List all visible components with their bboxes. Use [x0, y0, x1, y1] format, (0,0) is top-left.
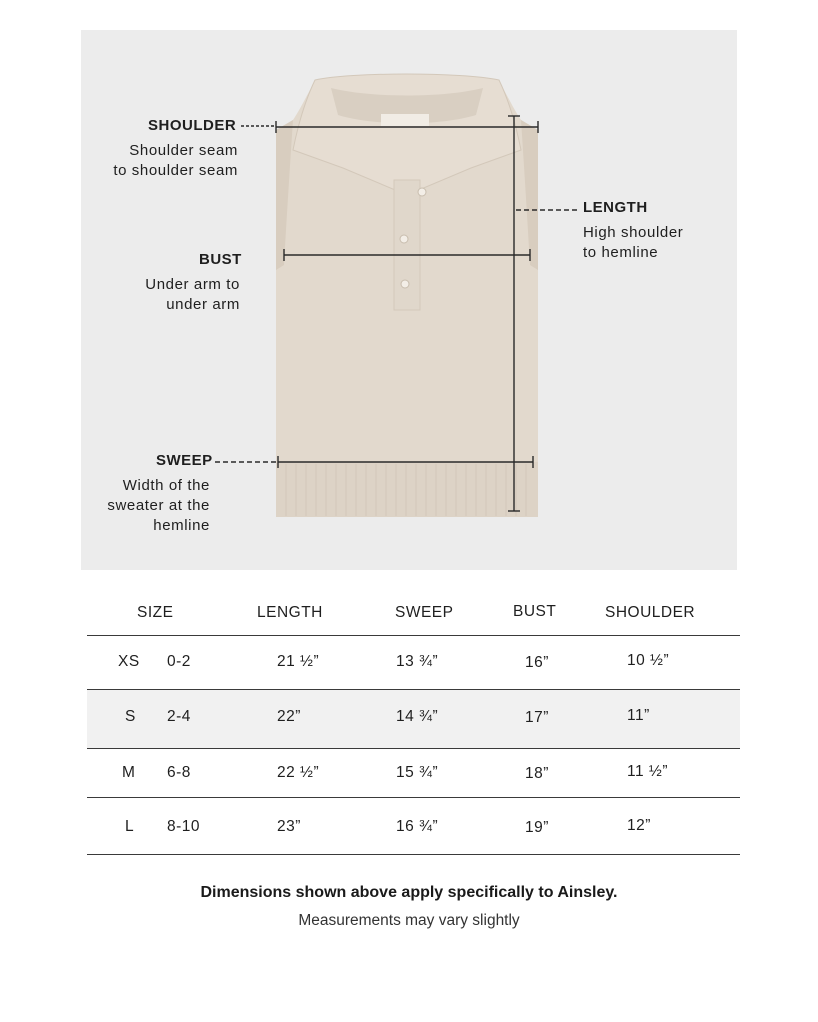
- cell-range: 8-10: [167, 818, 201, 835]
- cell-shoulder: 12”: [627, 817, 651, 834]
- length-desc-line: High shoulder: [583, 224, 684, 241]
- cell-range: 0-2: [167, 653, 191, 670]
- variance-note: Measurements may vary slightly: [298, 912, 520, 929]
- header-sweep: SWEEP: [395, 604, 454, 621]
- cell-size: S: [125, 708, 136, 725]
- table-divider: [87, 689, 740, 690]
- table-divider: [87, 748, 740, 749]
- cell-sweep: 13 ¾”: [396, 653, 439, 670]
- shoulder-description: [60, 141, 238, 181]
- table-divider: [87, 635, 740, 636]
- sweep-label: SWEEP: [156, 452, 213, 469]
- length-description: [583, 223, 733, 263]
- bust-description: [60, 275, 240, 315]
- cell-sweep: 16 ¾”: [396, 818, 439, 835]
- ribbed-hem: [276, 462, 538, 517]
- cell-size: XS: [118, 653, 140, 670]
- button-2: [400, 235, 408, 243]
- sweep-desc-line: Width of the: [122, 477, 210, 494]
- cell-sweep: 15 ¾”: [396, 764, 439, 781]
- shoulder-label: SHOULDER: [148, 117, 237, 134]
- cell-length: 21 ½”: [277, 653, 320, 670]
- button-1: [418, 188, 426, 196]
- shoulder-desc-line: to shoulder seam: [113, 162, 238, 179]
- cell-shoulder: 11 ½”: [627, 763, 668, 780]
- bust-desc-line: under arm: [166, 296, 240, 313]
- sweep-desc-line: sweater at the: [107, 497, 210, 514]
- cell-length: 22 ½”: [277, 764, 320, 781]
- header-length: LENGTH: [257, 604, 323, 621]
- cell-size: L: [125, 818, 135, 835]
- cell-length: 23”: [277, 818, 301, 835]
- cell-length: 22”: [277, 708, 301, 725]
- cell-shoulder: 11”: [627, 707, 650, 724]
- sweep-desc-line: hemline: [153, 517, 210, 534]
- cell-bust: 18”: [525, 765, 549, 782]
- length-desc-line: to hemline: [583, 244, 659, 261]
- header-size: SIZE: [137, 604, 174, 621]
- bust-desc-line: Under arm to: [145, 276, 240, 293]
- cell-sweep: 14 ¾”: [396, 708, 439, 725]
- cell-range: 6-8: [167, 764, 191, 781]
- placket: [394, 180, 420, 310]
- bust-label: BUST: [199, 251, 242, 268]
- cell-size: M: [122, 764, 136, 781]
- table-divider: [87, 854, 740, 855]
- cell-bust: 17”: [525, 709, 549, 726]
- shoulder-desc-line: Shoulder seam: [129, 142, 238, 159]
- cell-shoulder: 10 ½”: [627, 652, 670, 669]
- cell-bust: 16”: [525, 654, 549, 671]
- cell-range: 2-4: [167, 708, 191, 725]
- header-bust: BUST: [513, 603, 557, 620]
- button-3: [401, 280, 409, 288]
- brand-tag: [381, 114, 429, 126]
- header-shoulder: SHOULDER: [605, 604, 696, 621]
- dimensions-note: Dimensions shown above apply specifically to Ainsley.: [200, 884, 618, 901]
- cell-bust: 19”: [525, 819, 549, 836]
- sweep-description: [40, 476, 210, 536]
- length-label: LENGTH: [583, 199, 648, 216]
- table-divider: [87, 797, 740, 798]
